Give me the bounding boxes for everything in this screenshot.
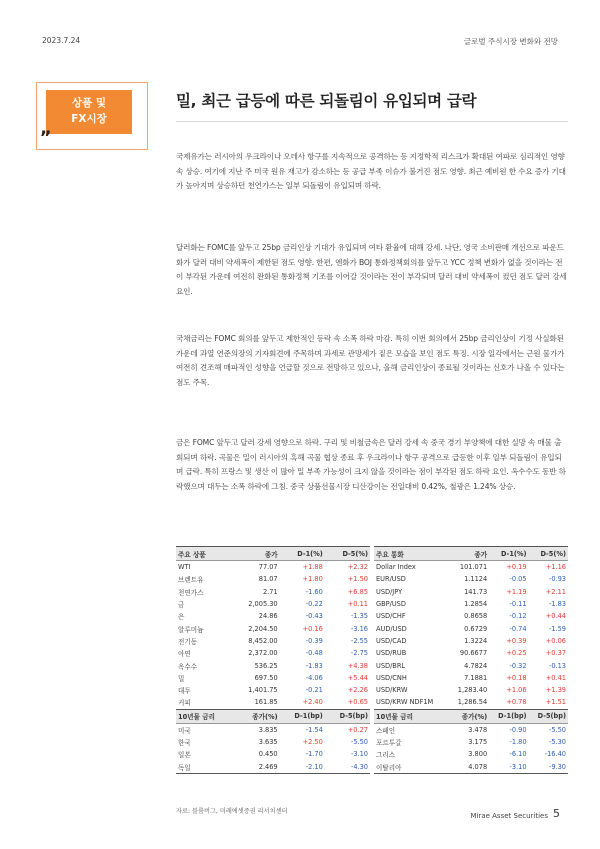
cell-value: +0.06 bbox=[545, 636, 566, 645]
table-row bbox=[374, 723, 568, 736]
row-label: USD/BRL bbox=[376, 661, 406, 670]
table-row bbox=[374, 586, 568, 598]
cell-value: 3.478 bbox=[468, 725, 488, 734]
table-row bbox=[374, 748, 568, 760]
row-label: USD/CNH bbox=[376, 673, 407, 682]
column-header: 종가(%) bbox=[233, 709, 280, 723]
cell-value: -1.83 bbox=[305, 661, 323, 670]
table-header-row bbox=[176, 709, 370, 723]
cell-value: +0.11 bbox=[347, 600, 368, 609]
table-row bbox=[374, 672, 568, 684]
row-label: 스페인 bbox=[376, 726, 396, 735]
row-label: 은 bbox=[178, 613, 185, 622]
table-row bbox=[176, 622, 370, 634]
table-row bbox=[374, 736, 568, 748]
source-note: 자료: 블룸버그, 미래에셋증권 리서치센터 bbox=[176, 808, 288, 815]
column-header: 주요 상품 bbox=[176, 547, 233, 561]
row-label: 브렌트유 bbox=[178, 576, 204, 585]
cell-value: +2.40 bbox=[280, 696, 325, 709]
cell-value: 2.469 bbox=[233, 760, 280, 773]
row-label: GBP/USD bbox=[376, 600, 406, 609]
column-header: D-1(%) bbox=[280, 547, 325, 561]
table-row bbox=[176, 635, 370, 647]
table-row bbox=[374, 598, 568, 610]
cell-value: +1.88 bbox=[302, 563, 323, 572]
cell-value: -0.22 bbox=[305, 600, 323, 609]
table-row bbox=[176, 696, 370, 709]
row-label: 금 bbox=[178, 601, 185, 610]
cell-value: -6.10 bbox=[509, 750, 527, 759]
row-label: 옥수수 bbox=[178, 662, 198, 671]
cell-value: +0.39 bbox=[506, 636, 527, 645]
table-row bbox=[374, 659, 568, 671]
cell-value: 1.2854 bbox=[464, 600, 488, 609]
row-label: 커피 bbox=[176, 696, 233, 709]
table-row bbox=[176, 610, 370, 622]
cell-value: +0.44 bbox=[545, 612, 566, 621]
table-row bbox=[176, 647, 370, 659]
cell-value: +0.65 bbox=[325, 696, 370, 709]
cell-value: -16.40 bbox=[544, 750, 566, 759]
cell-value: -1.80 bbox=[509, 738, 527, 746]
cell-value: -0.21 bbox=[305, 686, 323, 695]
table-row bbox=[374, 684, 568, 696]
table-row bbox=[374, 696, 568, 709]
cell-value: 1.1124 bbox=[464, 575, 488, 584]
row-label: 한국 bbox=[178, 739, 191, 747]
cell-value: 90.6677 bbox=[459, 649, 488, 658]
column-header: D-5(%) bbox=[529, 547, 568, 561]
cell-value: -0.32 bbox=[509, 661, 527, 670]
column-header: 10년물 금리 bbox=[176, 709, 233, 723]
cell-value: 2,204.50 bbox=[248, 624, 278, 633]
cell-value: +1.50 bbox=[347, 575, 368, 584]
row-label: 대두 bbox=[178, 687, 191, 696]
title-divider bbox=[176, 121, 568, 122]
table-row bbox=[374, 760, 568, 773]
table-row bbox=[176, 723, 370, 736]
row-label: 알루미늄 bbox=[178, 625, 204, 634]
column-header: D-1(%) bbox=[489, 547, 528, 561]
table-row bbox=[374, 573, 568, 585]
table-row bbox=[176, 672, 370, 684]
cell-value: +1.39 bbox=[545, 686, 566, 695]
row-label: USD/CAD bbox=[376, 636, 407, 645]
table-row bbox=[176, 760, 370, 773]
cell-value: +5.44 bbox=[347, 673, 368, 682]
cell-value: 77.07 bbox=[258, 563, 278, 572]
column-header: 종가(%) bbox=[449, 709, 490, 723]
row-label: AUD/USD bbox=[376, 624, 407, 633]
column-header: D-1(bp) bbox=[280, 709, 325, 723]
report-title: 글로벌 주식시장 변화와 전망 bbox=[463, 37, 558, 46]
row-label: 전기동 bbox=[178, 637, 198, 646]
cell-value: -1.59 bbox=[548, 624, 566, 633]
cell-value: +1.80 bbox=[302, 575, 323, 584]
cell-value: -1.35 bbox=[350, 612, 368, 621]
cell-value: -0.39 bbox=[305, 636, 323, 645]
cell-value: -0.93 bbox=[548, 575, 566, 584]
cell-value: 3.835 bbox=[258, 725, 278, 734]
cell-value: +6.85 bbox=[347, 587, 368, 596]
cell-value: 697.50 bbox=[254, 673, 278, 682]
cell-value: 8,452.00 bbox=[248, 636, 278, 645]
commodity-table bbox=[176, 546, 370, 774]
table-row bbox=[176, 561, 370, 574]
table-row bbox=[176, 684, 370, 696]
cell-value: +2.32 bbox=[347, 563, 368, 572]
cell-value: -4.30 bbox=[325, 760, 370, 773]
cell-value: +1.06 bbox=[506, 686, 527, 695]
row-label: 그리스 bbox=[376, 751, 396, 760]
cell-value: -2.55 bbox=[350, 636, 368, 645]
row-label: 밀 bbox=[178, 674, 185, 683]
cell-value: -0.48 bbox=[305, 649, 323, 658]
table-row bbox=[374, 622, 568, 634]
cell-value: 4.7824 bbox=[464, 661, 488, 670]
row-label: 이탈리아 bbox=[374, 760, 449, 773]
column-header: 10년물 금리 bbox=[374, 709, 449, 723]
cell-value: 141.73 bbox=[464, 587, 488, 596]
cell-value: -0.43 bbox=[305, 612, 323, 621]
cell-value: 3.175 bbox=[468, 738, 488, 746]
cell-value: +0.25 bbox=[506, 649, 527, 658]
cell-value: 1,286.54 bbox=[449, 696, 490, 709]
cell-value: -3.16 bbox=[350, 624, 368, 633]
cell-value: 4.078 bbox=[449, 760, 490, 773]
column-header: 종가 bbox=[233, 547, 280, 561]
row-label: Dollar Index bbox=[376, 563, 416, 572]
cell-value: 536.25 bbox=[254, 661, 278, 670]
row-label: 미국 bbox=[178, 726, 191, 735]
cell-value: +1.16 bbox=[545, 563, 566, 572]
page-number: 5 bbox=[553, 807, 560, 820]
cell-value: +0.37 bbox=[545, 649, 566, 658]
cell-value: -0.11 bbox=[509, 600, 527, 609]
table-row bbox=[176, 736, 370, 748]
cell-value: +2.11 bbox=[545, 587, 566, 596]
paragraph-metals: 금은 FOMC 앞두고 달러 강세 영향으로 하락. 구리 및 비철금속은 달러 강세 속 중국 경기 부양책에 대한 실망 속 매물 출회되며 하락. 곡물은 밀이 러시아의 흑해 곡물 협상 종료 후 우크라이나 항구 공격으로 급등한 이후 일부 되돌림이 유입되며 급락. 특히 프랑스 및 생산 이 많아 밀 부족 가능성이 크지 않을 것이라는 점이 부각된 점도 하락 요인. 옥수수도 동반 하락했으며 대두는 소폭 하락에 그침. 중국 상품선물시장 디산강이는 전일대비 0.42%, 철광은 1.24% 상승. bbox=[176, 438, 566, 491]
cell-value: -5.30 bbox=[548, 738, 566, 746]
cell-value: 3.635 bbox=[258, 738, 278, 746]
table-row bbox=[176, 586, 370, 598]
row-label: 천연가스 bbox=[178, 588, 204, 597]
cell-value: -0.05 bbox=[509, 575, 527, 584]
cell-value: -5.50 bbox=[548, 725, 566, 734]
cell-value: -2.75 bbox=[350, 649, 368, 658]
row-label: USD/RUB bbox=[376, 649, 407, 658]
cell-value: -9.30 bbox=[529, 760, 568, 773]
report-date: 2023.7.24 bbox=[42, 36, 81, 45]
column-header: D-5(bp) bbox=[325, 709, 370, 723]
cell-value: 2,372.00 bbox=[248, 649, 278, 658]
cell-value: +1.51 bbox=[529, 696, 568, 709]
table-header-row bbox=[374, 709, 568, 723]
table-header-row bbox=[176, 547, 370, 561]
cell-value: -0.90 bbox=[509, 725, 527, 734]
table-row bbox=[374, 647, 568, 659]
cell-value: 7.1881 bbox=[464, 673, 488, 682]
cell-value: -1.83 bbox=[548, 600, 566, 609]
table-header-row bbox=[374, 547, 568, 561]
row-label: USD/CHF bbox=[376, 612, 406, 621]
row-label: USD/JPY bbox=[376, 587, 403, 596]
table-row bbox=[374, 610, 568, 622]
column-header: D-5(%) bbox=[325, 547, 370, 561]
cell-value: +0.27 bbox=[347, 725, 368, 734]
cell-value: +0.41 bbox=[545, 673, 566, 682]
fx-table bbox=[374, 546, 568, 774]
cell-value: -3.10 bbox=[489, 760, 528, 773]
cell-value: -1.54 bbox=[305, 725, 323, 734]
cell-value: 0.8658 bbox=[464, 612, 488, 621]
row-label: 아연 bbox=[178, 650, 191, 659]
cell-value: -1.60 bbox=[305, 587, 323, 596]
cell-value: 2.71 bbox=[262, 587, 278, 596]
cell-value: 81.07 bbox=[258, 575, 278, 584]
table-row bbox=[374, 561, 568, 574]
cell-value: 1,283.40 bbox=[457, 686, 488, 695]
cell-value: +0.18 bbox=[506, 673, 527, 682]
row-label: 포르투갈 bbox=[376, 739, 402, 747]
paragraph-oil: 국제유가는 러시아의 우크라이나 오데사 항구를 지속적으로 공격하는 등 지정학적 리스크가 확대된 여파로 심리적인 영향 속 상승. 여기에 지난 주 미국 원유 재고가 감소하는 등 공급 부족 이슈가 불거진 점도 영향. 최근 예비원 한 수요 증가 기대가 높아지며 상승하던 천연가스는 일부 되돌림이 유입되며 하락. bbox=[176, 152, 566, 191]
cell-value: +0.19 bbox=[506, 563, 527, 572]
cell-value: -0.74 bbox=[509, 624, 527, 633]
table-row bbox=[176, 573, 370, 585]
cell-value: +2.26 bbox=[347, 686, 368, 695]
cell-value: 3.800 bbox=[468, 750, 488, 759]
cell-value: +1.19 bbox=[506, 587, 527, 596]
column-header: 종가 bbox=[449, 547, 490, 561]
cell-value: 0.450 bbox=[258, 750, 278, 759]
cell-value: -0.12 bbox=[509, 612, 527, 621]
cell-value: 1,401.75 bbox=[248, 686, 278, 695]
cell-value: -1.70 bbox=[305, 750, 323, 759]
cell-value: +2.50 bbox=[302, 738, 323, 746]
cell-value: 2,005.30 bbox=[248, 600, 278, 609]
main-title: 밀, 최근 급등에 따른 되돌림이 유입되며 급락 bbox=[176, 92, 477, 110]
footer-brand: Mirae Asset Securities bbox=[470, 812, 548, 820]
cell-value: -0.13 bbox=[548, 661, 566, 670]
cell-value: 0.6729 bbox=[464, 624, 488, 633]
cell-value: -2.10 bbox=[280, 760, 325, 773]
section-label-line1: 상품 및 bbox=[71, 97, 107, 109]
cell-value: -3.10 bbox=[350, 750, 368, 759]
cell-value: -4.06 bbox=[305, 673, 323, 682]
column-header: D-5(bp) bbox=[529, 709, 568, 723]
cell-value: 161.85 bbox=[233, 696, 280, 709]
table-row bbox=[374, 635, 568, 647]
cell-value: 101.071 bbox=[459, 563, 488, 572]
row-label: USD/KRW NDF1M bbox=[374, 696, 449, 709]
row-label: 일본 bbox=[178, 751, 191, 760]
column-header: D-1(bp) bbox=[489, 709, 528, 723]
section-label-line2: FX시장 bbox=[71, 113, 107, 125]
row-label: 독일 bbox=[176, 760, 233, 773]
paragraph-bonds: 국채금리는 FOMC 회의를 앞두고 제한적인 등락 속 소폭 하락 마감. 특히 이번 회의에서 25bp 금리인상이 기정 사실화된 가운데 과열 연준의장의 기자회견에 주목하며 과세로 관망세가 짙은 모습을 보인 점도 특징. 시장 일각에서는 근원 물가가 여전히 견조해 매파적인 성향을 언급할 것으로 전망하고 있으나, 올해 금리인상이 종료될 것이라는 신호가 나올 수 있다는 점도 주목. bbox=[176, 334, 565, 387]
column-header: 주요 통화 bbox=[374, 547, 449, 561]
quote-mark-icon: „ bbox=[40, 118, 52, 139]
paragraph-fx: 달러화는 FOMC를 앞두고 25bp 금리인상 기대가 유입되며 여타 환율에 대해 강세. 나단, 영국 소비판매 개선으로 파운드화가 달러 대비 약세폭이 제한된 점도 영향. 한편, 엔화가 BOJ 통화정책회의를 앞두고 YCC 정책 변화가 없을 것이라는 전이 부각된 가운데 여전히 완화된 통화정책 기조를 이어갈 것이라는 전이 부각되며 달러 대비 약세폭이 컸던 점도 달러 강세 요인. bbox=[176, 243, 567, 296]
cell-value: 1.3224 bbox=[464, 636, 488, 645]
cell-value: 24.86 bbox=[258, 612, 278, 621]
cell-value: +4.38 bbox=[347, 661, 368, 670]
table-row bbox=[176, 748, 370, 760]
table-row bbox=[176, 598, 370, 610]
cell-value: +0.78 bbox=[489, 696, 528, 709]
row-label: WTI bbox=[178, 563, 191, 572]
cell-value: +0.16 bbox=[302, 624, 323, 633]
row-label: EUR/USD bbox=[376, 575, 406, 584]
table-row bbox=[176, 659, 370, 671]
row-label: USD/KRW bbox=[376, 686, 408, 695]
cell-value: -5.50 bbox=[350, 738, 368, 746]
